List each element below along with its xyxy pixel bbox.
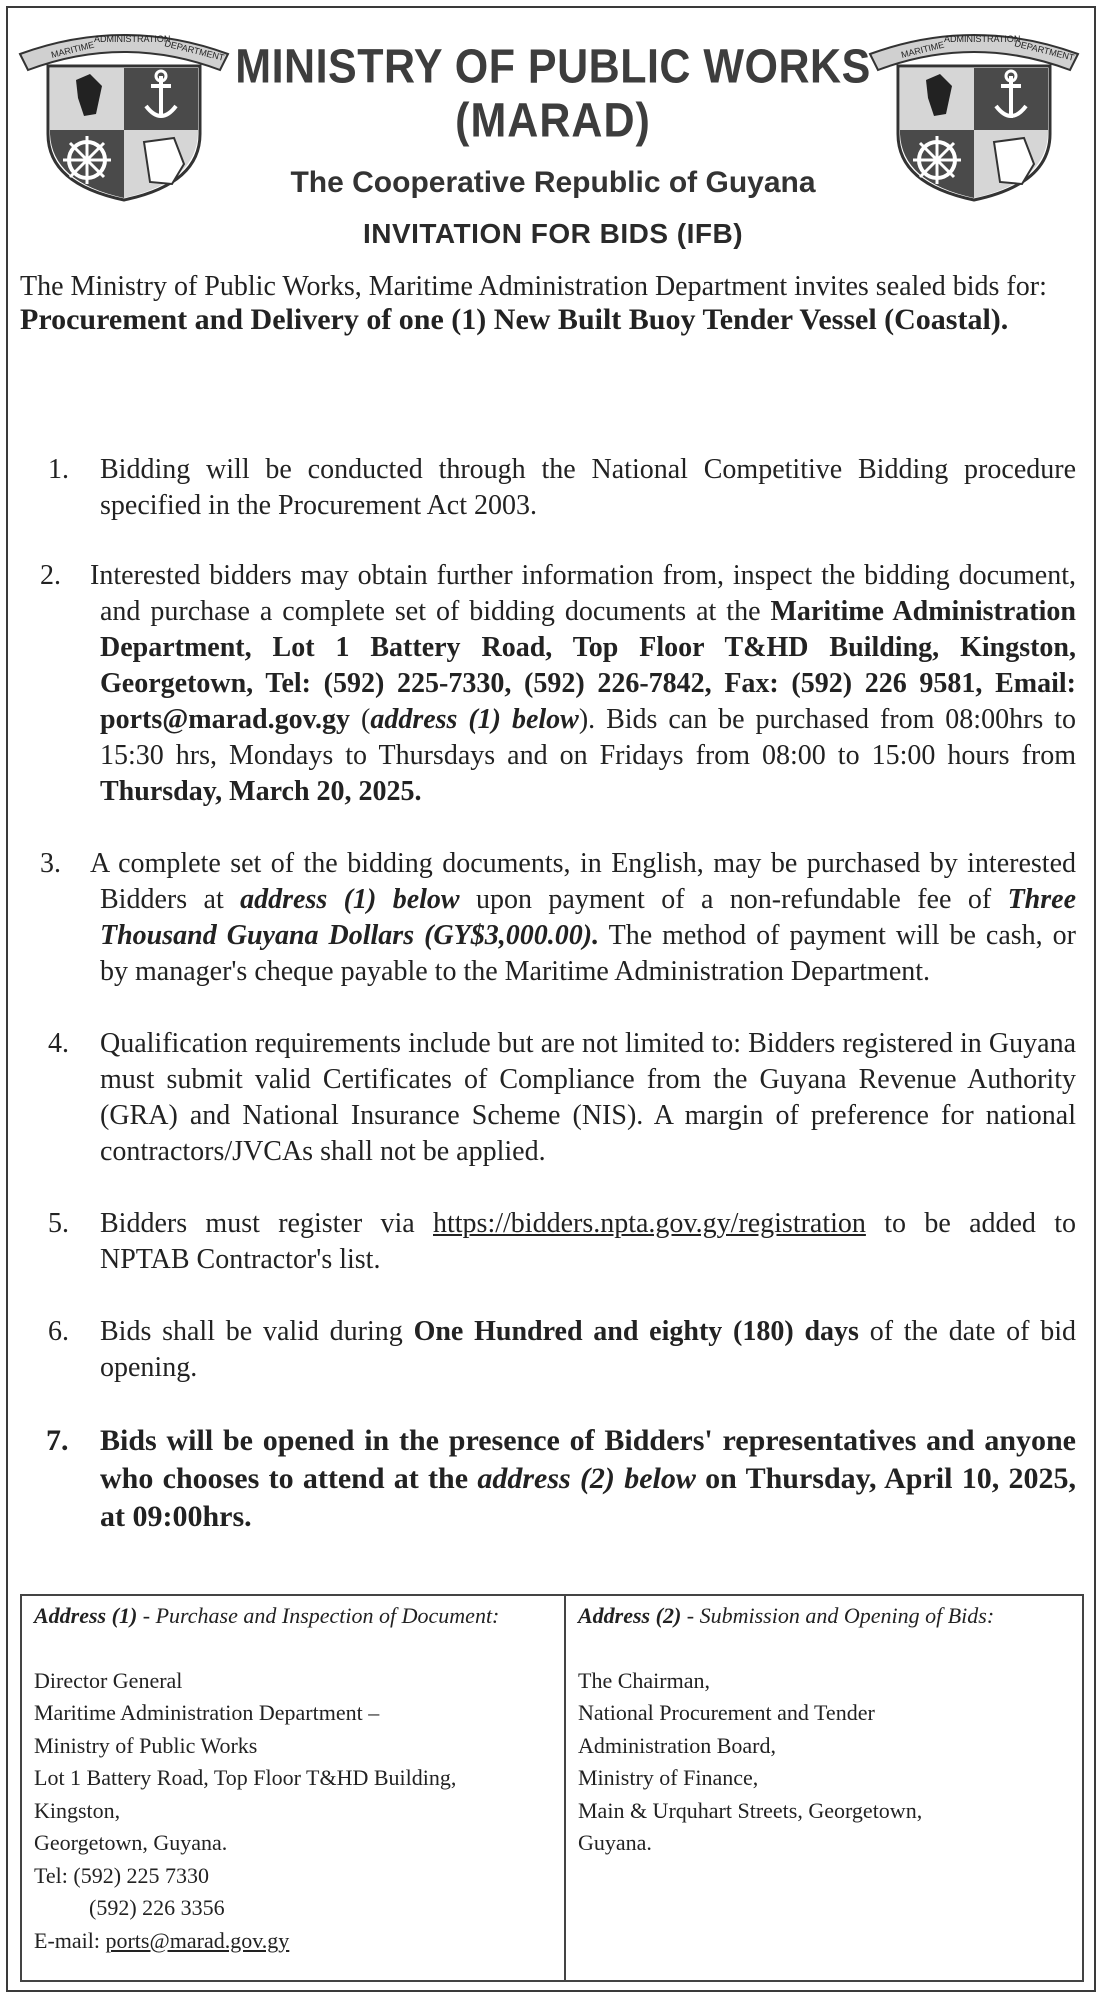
item-text: to be added to NPTAB Contractor's list. (100, 1208, 1077, 1275)
list-item-3 (20, 846, 1076, 990)
list-item-6 (20, 1314, 1076, 1386)
address-line: The Chairman, (578, 1667, 710, 1693)
list-item-1 (20, 452, 1076, 524)
address-1-heading (34, 1600, 554, 1633)
address-2-desc: - Submission and Opening of Bids: (681, 1603, 995, 1628)
country-name: The Cooperative Republic of Guyana (290, 166, 816, 199)
item-text: of the date of bid opening. (100, 1316, 1076, 1383)
address-line: Main & Urquhart Streets, Georgetown, (578, 1797, 923, 1823)
list-item-4 (20, 1026, 1076, 1170)
document-fee: Three Thousand Guyana Dollars (GY$3,000.00). (100, 884, 1076, 951)
email-link[interactable]: ports@marad.gov.gy (105, 1927, 290, 1953)
notice-type-heading: INVITATION FOR BIDS (IFB) (362, 218, 744, 249)
item-text: upon payment of a non-refundable fee of (476, 884, 992, 915)
crest-banner-right-text: DEPARTMENT (1013, 38, 1076, 63)
email-line (34, 1925, 554, 1958)
item-text: The method of payment will be cash, or by manager's cheque payable to the Maritime Administration Department. (100, 920, 1076, 987)
item-text: Interested bidders may obtain further information from, inspect the bidding document, and purchase a complete set of bidding documents at the (90, 560, 1076, 627)
item-number: 4. (48, 1028, 69, 1059)
address-line: Director General (34, 1667, 183, 1693)
item-text: Bids will be opened in the presence of Bidders' representatives and anyone who chooses to attend at the (100, 1424, 1076, 1495)
address-line: Kingston, (34, 1797, 121, 1823)
address-line: Georgetown, Guyana. (34, 1830, 228, 1855)
list-item-5 (20, 1206, 1076, 1278)
item-number: 6. (48, 1316, 69, 1347)
intro-subject: Procurement and Delivery of one (1) New Built Buoy Tender Vessel (Coastal). (20, 303, 1009, 336)
sale-start-date: Thursday, March 20, 2025. (100, 776, 422, 807)
validity-period: One Hundred and eighty (180) days (413, 1316, 859, 1347)
ministry-title: MINISTRY OF PUBLIC WORKS (235, 40, 871, 94)
list-item-7 (20, 1422, 1076, 1536)
item-text: ). Bids can be purchased from 08:00hrs to 15:30 hrs, Mondays to Thursdays and on Fridays from 08:00 to 15:00 hours from (100, 704, 1077, 771)
crest-banner-center-text: ADMINISTRATION (944, 34, 1021, 44)
address-line: Ministry of Finance, (578, 1765, 759, 1790)
mailing-address: Maritime Administration Department, Lot 1 Battery Road, Top Floor T&HD Building, Kingston, Georgetown, Tel: (592) 225-7330, (592) 226-7842, Fax: (592) 226 9581, Email: ports@marad.gov.gy (100, 596, 1076, 735)
address-1-label: Address (1) (34, 1603, 138, 1628)
bid-conditions-list (20, 452, 1076, 1536)
address-line: Administration Board, (578, 1732, 776, 1758)
item-text: Bidding will be conducted through the National Competitive Bidding procedure specified in the Procurement Act 2003. (100, 454, 1076, 521)
item-number: 1. (48, 454, 69, 485)
intro-text: The Ministry of Public Works, Maritime Administration Department invites sealed bids for: (20, 271, 1047, 302)
telephone-2: (592) 226 3356 (89, 1895, 225, 1920)
telephone-1: Tel: (592) 225 7330 (34, 1862, 210, 1888)
intro-paragraph (20, 270, 1090, 337)
item-number: 7. (46, 1424, 69, 1457)
address-table (20, 1594, 1084, 1982)
list-item-2 (20, 558, 1076, 810)
address-line: National Procurement and Tender (578, 1700, 875, 1725)
crest-banner-left-text: MARITIME (50, 39, 96, 60)
address-2-heading (578, 1600, 1072, 1633)
crest-banner-center-text: ADMINISTRATION (94, 34, 171, 44)
item-number: 3. (40, 848, 61, 879)
item-number: 5. (48, 1208, 69, 1239)
crest-banner-left-text: MARITIME (900, 39, 946, 60)
item-number: 2. (40, 560, 61, 591)
address-1-desc: - Purchase and Inspection of Document: (137, 1603, 500, 1628)
address-reference: address (1) below (240, 884, 460, 915)
address-reference: address (2) below (477, 1462, 696, 1495)
registration-link[interactable]: https://bidders.npta.gov.gy/registration (433, 1208, 866, 1239)
address-line: Maritime Administration Department – (34, 1700, 380, 1725)
item-text: Bidders must register via (100, 1208, 415, 1239)
item-text: A complete set of the bidding documents, in English, may be purchased by interested Bidders at (90, 848, 1076, 915)
email-label: E-mail: (34, 1927, 100, 1953)
item-text: ( (360, 704, 371, 735)
address-2-cell (566, 1596, 1082, 1980)
address-line: Lot 1 Battery Road, Top Floor T&HD Building, (34, 1765, 457, 1790)
item-text: on Thursday, April 10, 2025, at 09:00hrs. (100, 1462, 1076, 1533)
item-text: Bids shall be valid during (100, 1316, 403, 1347)
address-reference: address (1) below (370, 704, 579, 735)
address-line: Ministry of Public Works (34, 1732, 258, 1758)
address-2-label: Address (2) (578, 1603, 682, 1628)
address-line: Guyana. (578, 1830, 652, 1855)
crest-banner-right-text: DEPARTMENT (163, 38, 226, 63)
ministry-subtitle: (MARAD) (455, 94, 651, 148)
address-1-cell (22, 1596, 566, 1980)
item-text: Qualification requirements include but are not limited to: Bidders registered in Guyana must submit valid Certificates of Compliance from the Guyana Revenue Authority (GRA) and National Insurance Scheme (NIS). A margin of preference for national contractors/JVCAs shall not be applied. (100, 1028, 1076, 1167)
